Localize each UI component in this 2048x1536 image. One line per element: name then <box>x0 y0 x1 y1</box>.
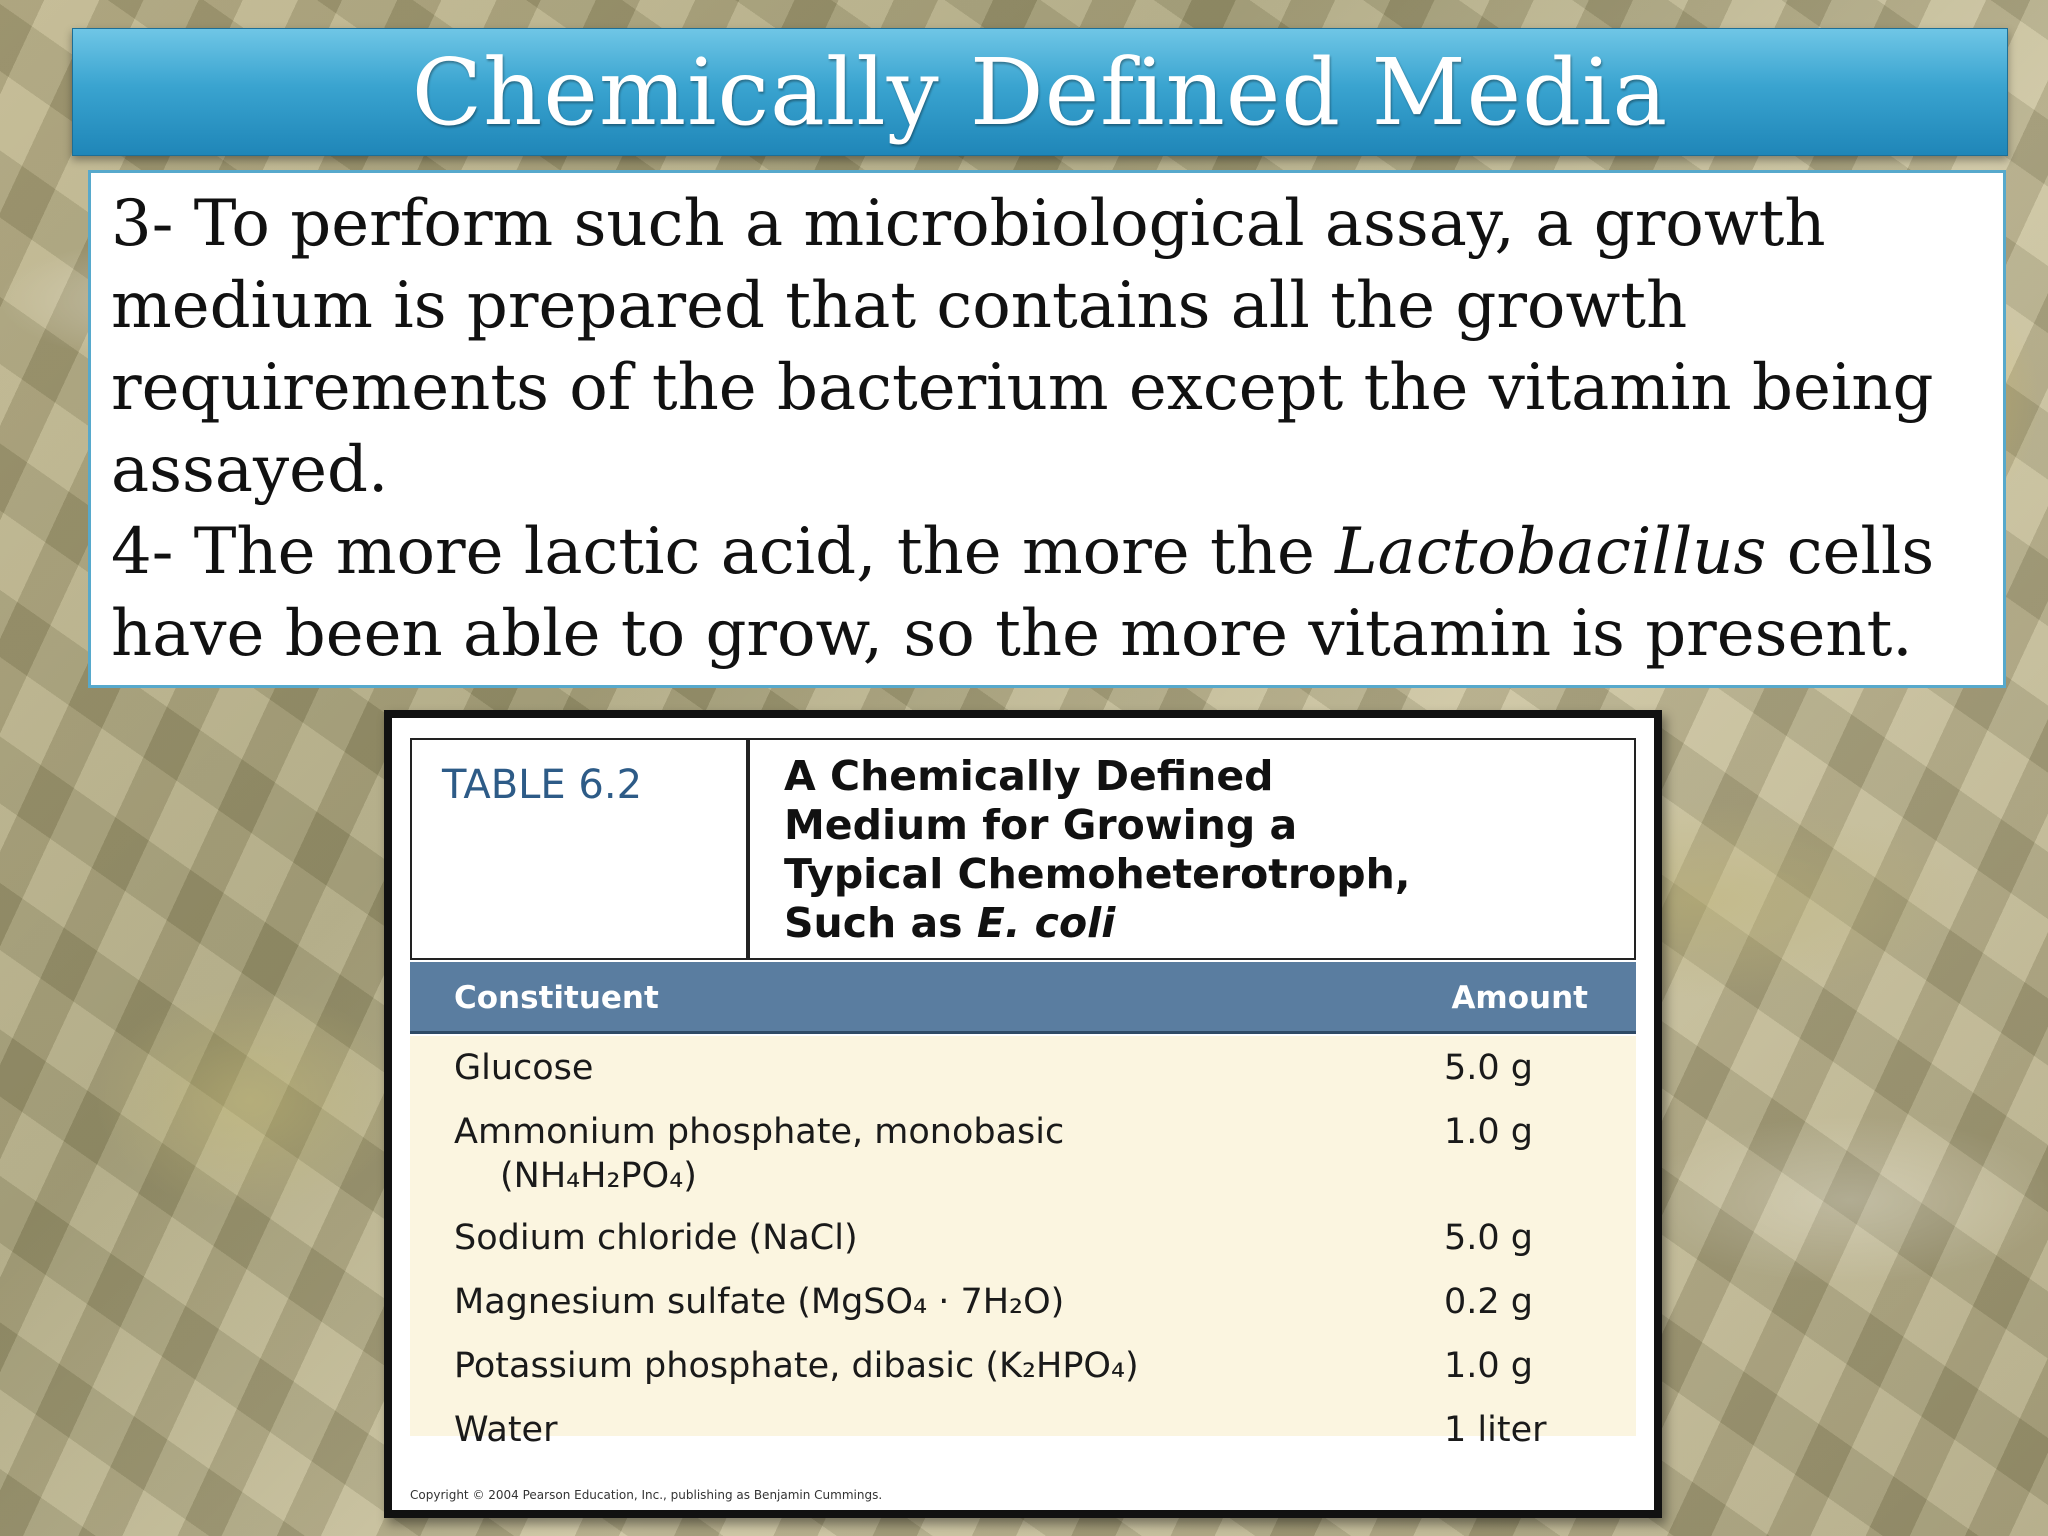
body-text-box <box>88 170 2006 688</box>
paragraph-4-line-1 <box>111 511 1983 593</box>
table-column-header <box>410 962 1636 1034</box>
paragraph-3-line-2: medium is prepared that contains all the growth <box>111 269 1688 343</box>
table-title <box>784 752 1624 948</box>
table-title-prefix: Such as <box>784 899 977 947</box>
constituent-name: Sodium chloride (NaCl) <box>454 1218 858 1258</box>
e-coli-term: E. coli <box>976 899 1116 947</box>
slide-title-bar <box>72 28 2008 156</box>
column-header-constituent: Constituent <box>454 980 659 1016</box>
table-title-line-3: Typical Chemoheterotroph, <box>784 850 1411 898</box>
constituent-name: Magnesium sulfate (MgSO₄ · 7H₂O) <box>454 1282 1065 1322</box>
paragraph-4-line-2: have been able to grow, so the more vitamin is present. <box>111 597 1913 671</box>
paragraph-4-text-end: cells <box>1766 515 1935 589</box>
slide-title: Chemically Defined Media <box>411 38 1669 146</box>
paragraph-3-line-1: 3- To perform such a microbiological assay, a growth <box>111 187 1826 261</box>
table-header-box <box>410 738 1636 960</box>
constituent-formula: (NH₄H₂PO₄) <box>500 1156 697 1196</box>
table-body <box>410 1036 1636 1450</box>
paragraph-3-line-3: requirements of the bacterium except the vitamin being <box>111 351 1934 425</box>
constituent-amount: 1 liter <box>1444 1410 1547 1450</box>
constituent-name: Potassium phosphate, dibasic (K₂HPO₄) <box>454 1346 1139 1386</box>
constituent-amount: 5.0 g <box>1444 1048 1534 1088</box>
constituent-amount: 1.0 g <box>1444 1346 1534 1386</box>
table-title-line-4 <box>784 899 1624 948</box>
constituent-name: Ammonium phosphate, monobasic <box>454 1112 1065 1152</box>
paragraph-3-line-4: assayed. <box>111 433 389 507</box>
table-title-line-2: Medium for Growing a <box>784 801 1298 849</box>
constituent-name: Glucose <box>454 1048 594 1088</box>
table-title-line-1: A Chemically Defined <box>784 752 1274 800</box>
constituent-amount: 1.0 g <box>1444 1112 1534 1152</box>
lactobacillus-term: Lactobacillus <box>1335 515 1767 589</box>
table-number: TABLE 6.2 <box>412 740 750 958</box>
constituent-name: Water <box>454 1410 558 1450</box>
constituent-amount: 0.2 g <box>1444 1282 1534 1322</box>
constituent-amount: 5.0 g <box>1444 1218 1534 1258</box>
column-header-amount: Amount <box>1451 980 1588 1016</box>
table-figure <box>384 710 1662 1518</box>
copyright-notice: Copyright © 2004 Pearson Education, Inc., publishing as Benjamin Cummings. <box>410 1488 883 1502</box>
paragraph-4-text-start: 4- The more lactic acid, the more the <box>111 515 1336 589</box>
